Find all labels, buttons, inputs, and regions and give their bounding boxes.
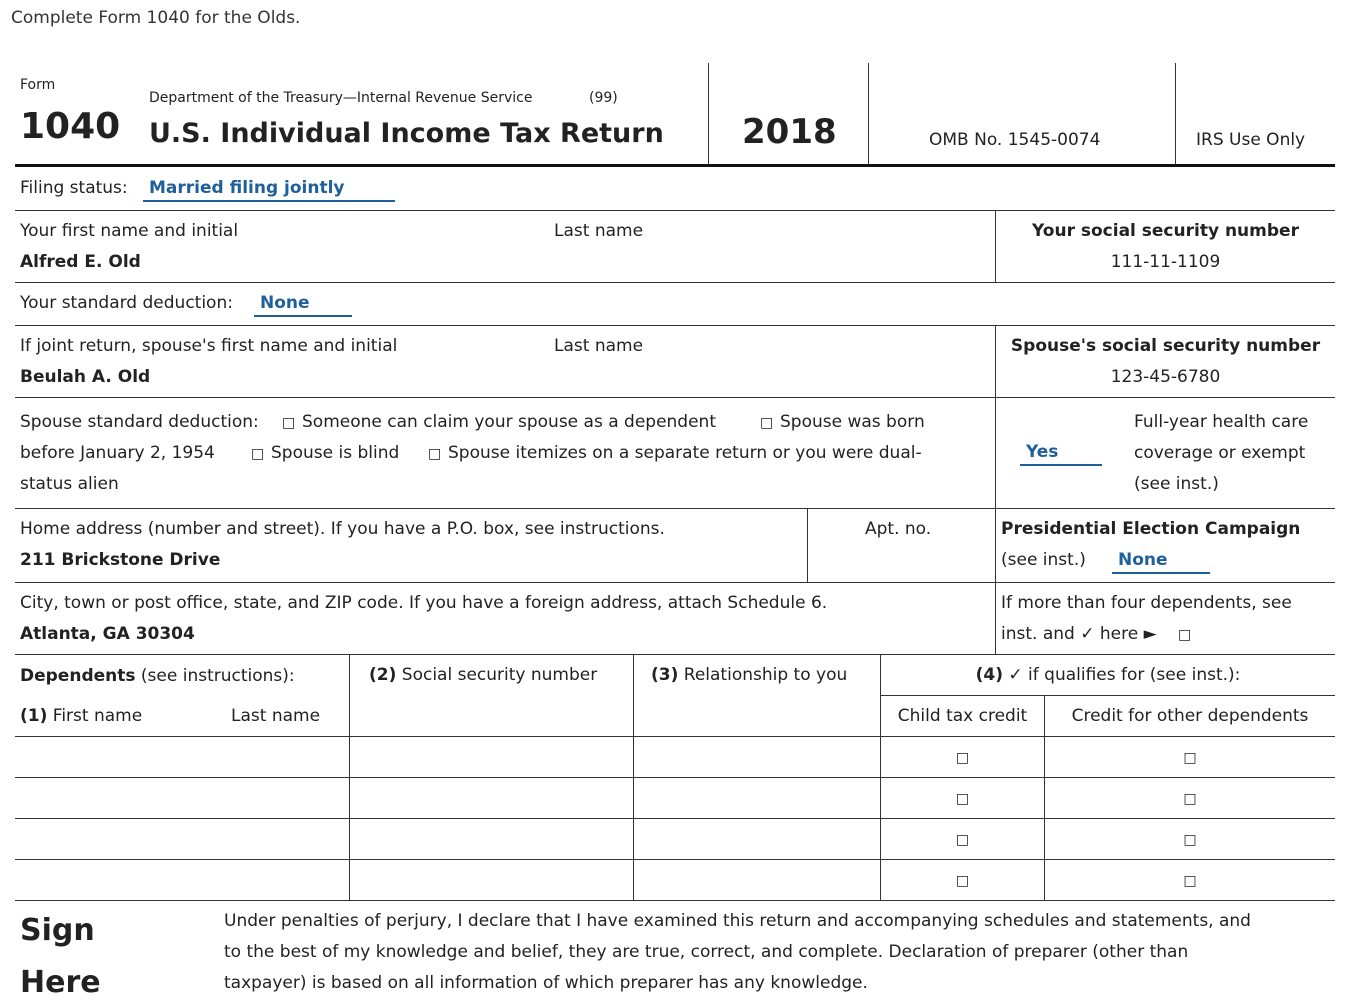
spouse-first-name-label: If joint return, spouse's first name and initial bbox=[20, 336, 398, 356]
checkbox-icon[interactable]: □ bbox=[1178, 627, 1192, 643]
col4-label: ✓ if qualifies for (see inst.): bbox=[1008, 665, 1241, 685]
col4-num: (4) bbox=[975, 665, 1003, 685]
city-value[interactable]: Atlanta, GA 30304 bbox=[20, 624, 195, 644]
first-name-label: Your first name and initial bbox=[20, 221, 239, 241]
col3-num: (3) bbox=[651, 665, 679, 685]
checkbox-icon[interactable]: □ bbox=[428, 446, 442, 462]
dependents-title bbox=[20, 666, 295, 686]
col1-num: (1) bbox=[20, 706, 48, 726]
checkbox-icon[interactable]: □ bbox=[955, 873, 970, 889]
form-number: 1040 bbox=[20, 106, 121, 147]
tax-year: 2018 bbox=[742, 112, 837, 152]
sign-title-1: Sign bbox=[20, 913, 95, 948]
spouse-itemizes-option: Spouse itemizes on a separate return or you were dual- bbox=[448, 443, 922, 463]
irs-use-only: IRS Use Only bbox=[1196, 130, 1306, 150]
checkbox-icon[interactable]: □ bbox=[1183, 750, 1197, 766]
col3-header bbox=[651, 665, 847, 685]
election-see-inst: (see inst.) bbox=[1001, 550, 1086, 570]
taxpayer-ssn[interactable]: 111-11-1109 bbox=[1110, 252, 1221, 272]
col1-header bbox=[20, 706, 142, 726]
city-label: City, town or post office, state, and ZIP code. If you have a foreign address, attach Schedule 6. bbox=[20, 593, 828, 613]
election-title: Presidential Election Campaign bbox=[1001, 519, 1301, 539]
instruction-text: Complete Form 1040 for the Olds. bbox=[11, 8, 301, 28]
spouse-ssn[interactable]: 123-45-6780 bbox=[1110, 367, 1221, 387]
child-tax-credit-header: Child tax credit bbox=[897, 706, 1028, 726]
dependents-title-bold: Dependents bbox=[20, 666, 136, 686]
filing-status-select[interactable]: Married filing jointly bbox=[143, 178, 395, 202]
perjury-line1: Under penalties of perjury, I declare that I have examined this return and accompanying schedules and statements, and bbox=[224, 911, 1251, 931]
spouse-deduction-label: Spouse standard deduction: bbox=[20, 412, 259, 432]
omb-number: OMB No. 1545-0074 bbox=[929, 130, 1101, 150]
spouse-dependent-option: Someone can claim your spouse as a dependent bbox=[302, 412, 717, 432]
standard-deduction-label: Your standard deduction: bbox=[20, 293, 233, 313]
col2-num: (2) bbox=[369, 665, 397, 685]
checkbox-icon[interactable]: □ bbox=[955, 750, 970, 766]
col3-label: Relationship to you bbox=[683, 665, 848, 685]
health-line3: (see inst.) bbox=[1134, 474, 1219, 494]
col1-first: First name bbox=[52, 706, 143, 726]
checkbox-icon[interactable]: □ bbox=[955, 832, 970, 848]
checkbox-icon[interactable]: □ bbox=[1183, 791, 1197, 807]
form-title: U.S. Individual Income Tax Return bbox=[149, 118, 664, 149]
col2-header bbox=[369, 665, 597, 685]
other-dependents-credit-header: Credit for other dependents bbox=[1071, 706, 1309, 726]
more-dependents-line2: inst. and ✓ here ► bbox=[1001, 624, 1157, 644]
checkbox-icon[interactable]: □ bbox=[251, 446, 265, 462]
sign-title-2: Here bbox=[20, 965, 101, 1000]
standard-deduction-select[interactable]: None bbox=[254, 293, 352, 317]
apt-label: Apt. no. bbox=[865, 519, 932, 539]
col4-header bbox=[881, 665, 1335, 685]
taxpayer-name[interactable]: Alfred E. Old bbox=[20, 252, 141, 272]
form-code: (99) bbox=[589, 90, 618, 106]
health-line2: coverage or exempt bbox=[1134, 443, 1306, 463]
checkbox-icon[interactable]: □ bbox=[1183, 832, 1197, 848]
spouse-blind-option: Spouse is blind bbox=[271, 443, 400, 463]
checkbox-icon[interactable]: □ bbox=[955, 791, 970, 807]
department: Department of the Treasury—Internal Revenue Service bbox=[149, 90, 533, 106]
spouse-itemizes-option-cont: status alien bbox=[20, 474, 119, 494]
checkbox-icon[interactable]: □ bbox=[1183, 873, 1197, 889]
spouse-last-name-label: Last name bbox=[554, 336, 644, 356]
last-name-label: Last name bbox=[554, 221, 644, 241]
health-line1: Full-year health care bbox=[1134, 412, 1309, 432]
spouse-born-option-cont: before January 2, 1954 bbox=[20, 443, 215, 463]
dependents-note: (see instructions): bbox=[140, 666, 295, 686]
checkbox-icon[interactable]: □ bbox=[760, 415, 774, 431]
checkbox-icon[interactable]: □ bbox=[282, 415, 296, 431]
filing-status-label: Filing status: bbox=[20, 178, 128, 198]
election-select[interactable]: None bbox=[1112, 550, 1210, 574]
perjury-line2: to the best of my knowledge and belief, they are true, correct, and complete. Declaration of preparer (other than bbox=[224, 942, 1189, 962]
address-value[interactable]: 211 Brickstone Drive bbox=[20, 550, 221, 570]
health-coverage-select[interactable]: Yes bbox=[1020, 442, 1102, 466]
spouse-name[interactable]: Beulah A. Old bbox=[20, 367, 151, 387]
spouse-ssn-label: Spouse's social security number bbox=[1010, 336, 1321, 356]
col1-last: Last name bbox=[231, 706, 321, 726]
spouse-born-option: Spouse was born bbox=[780, 412, 925, 432]
form-label: Form bbox=[20, 77, 56, 93]
address-label: Home address (number and street). If you have a P.O. box, see instructions. bbox=[20, 519, 665, 539]
perjury-line3: taxpayer) is based on all information of which preparer has any knowledge. bbox=[224, 973, 868, 993]
more-dependents-line1: If more than four dependents, see bbox=[1001, 593, 1292, 613]
ssn-label: Your social security number bbox=[1032, 221, 1299, 241]
col2-label: Social security number bbox=[401, 665, 598, 685]
